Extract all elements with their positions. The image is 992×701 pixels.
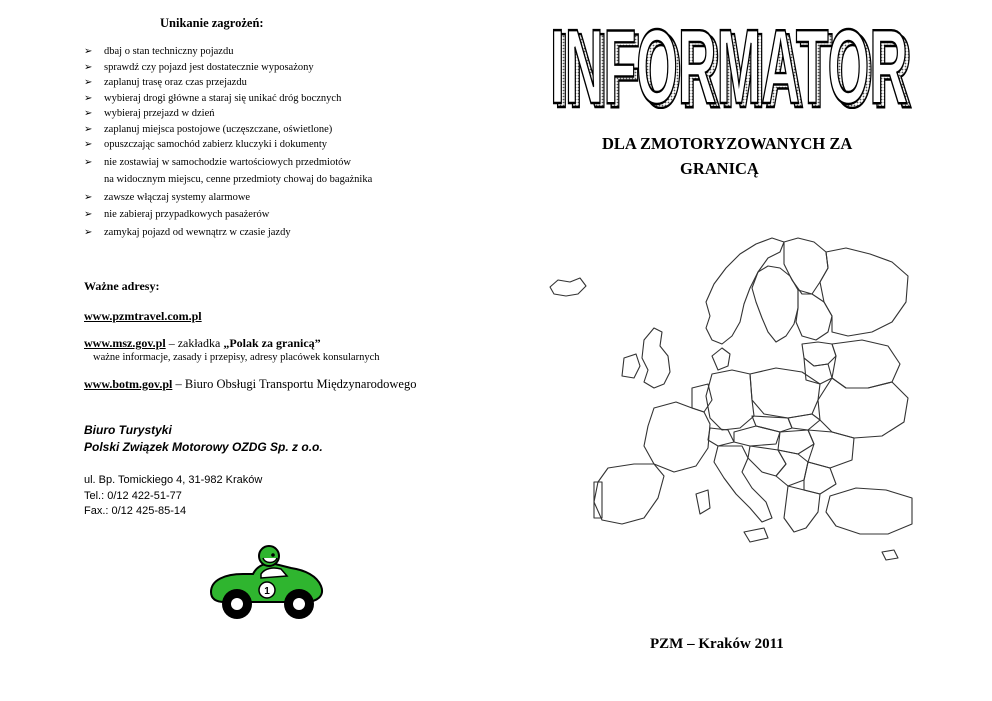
subtitle-line1: DLA ZMOTORYZOWANYCH ZA <box>602 134 853 153</box>
msz-link[interactable]: www.msz.gov.pl <box>84 336 166 350</box>
list-item: ➢ zawsze włączaj systemy alarmowe <box>84 190 372 206</box>
footer-publisher: PZM – Kraków 2011 <box>650 636 784 652</box>
subtitle <box>602 131 852 181</box>
addresses-heading: Ważne adresy: <box>84 279 160 293</box>
banner-title: INFORMATOR <box>550 14 908 109</box>
msz-tab-name: „Polak za granicą” <box>223 336 321 350</box>
list-item: ➢ zaplanuj trasę oraz czas przejazdu <box>84 75 372 91</box>
arrow-bullet-icon: ➢ <box>84 61 93 73</box>
fax-number: Fax.: 0/12 425-85-14 <box>84 505 187 517</box>
street-address: ul. Bp. Tomickiego 4, 31-982 Kraków <box>84 474 263 486</box>
list-item: ➢ opuszczając samochód zabierz kluczyki i dokumenty <box>84 137 372 153</box>
informator-banner <box>544 14 914 109</box>
office-name-line2: Polski Związek Motorowy OZDG Sp. z o.o. <box>84 440 323 454</box>
list-item: ➢ wybieraj przejazd w dzień <box>84 106 372 122</box>
list-item: ➢ zamykaj pojazd od wewnątrz w czasie jazdy <box>84 225 372 241</box>
race-car-icon <box>205 544 329 622</box>
arrow-bullet-icon: ➢ <box>84 92 93 104</box>
safety-tips-list <box>84 44 372 240</box>
list-item: ➢ wybieraj drogi główne a staraj się unikać dróg bocznych <box>84 91 372 107</box>
list-item: ➢ nie zostawiaj w samochodzie wartościowych przedmiotów na widocznym miejscu, cenne przedmioty chowaj do bagażnika <box>84 156 373 185</box>
banner-shadow-text: INFORMATOR <box>554 14 912 109</box>
contact-block <box>84 473 262 520</box>
arrow-bullet-icon: ➢ <box>84 46 93 57</box>
arrow-bullet-icon: ➢ <box>84 123 93 135</box>
list-item: ➢ zaplanuj miejsca postojowe (uczęszczane, oświetlone) <box>84 122 372 138</box>
phone-number: Tel.: 0/12 422-51-77 <box>84 489 182 502</box>
list-item: ➢ nie zabieraj przypadkowych pasażerów <box>84 207 372 223</box>
arrow-bullet-icon: ➢ <box>84 209 93 220</box>
arrow-bullet-icon: ➢ <box>84 139 93 150</box>
europe-map <box>536 232 916 582</box>
subtitle-line2: GRANICĄ <box>680 159 759 178</box>
car-number: 1 <box>264 586 270 597</box>
msz-description: ważne informacje, zasady i przepisy, adresy placówek konsularnych <box>93 352 380 363</box>
arrow-bullet-icon: ➢ <box>84 226 93 238</box>
arrow-bullet-icon: ➢ <box>84 156 93 168</box>
msz-tab-text: – zakładka <box>165 336 224 350</box>
arrow-bullet-icon: ➢ <box>84 191 93 203</box>
arrow-bullet-icon: ➢ <box>84 77 93 88</box>
list-item: ➢ dbaj o stan techniczny pojazdu <box>84 44 372 60</box>
botm-description: – Biuro Obsługi Transportu Międzynarodowego <box>172 377 417 391</box>
office-name <box>84 422 323 456</box>
arrow-bullet-icon: ➢ <box>84 108 93 119</box>
office-name-line1: Biuro Turystyki <box>84 423 172 437</box>
botm-link[interactable]: www.botm.gov.pl <box>84 377 173 391</box>
hazards-heading: Unikanie zagrożeń: <box>160 16 264 30</box>
front-panel <box>496 0 992 701</box>
list-item: ➢ sprawdź czy pojazd jest dostatecznie wyposażony <box>84 60 372 76</box>
pzmtravel-link[interactable]: www.pzmtravel.com.pl <box>84 309 202 323</box>
